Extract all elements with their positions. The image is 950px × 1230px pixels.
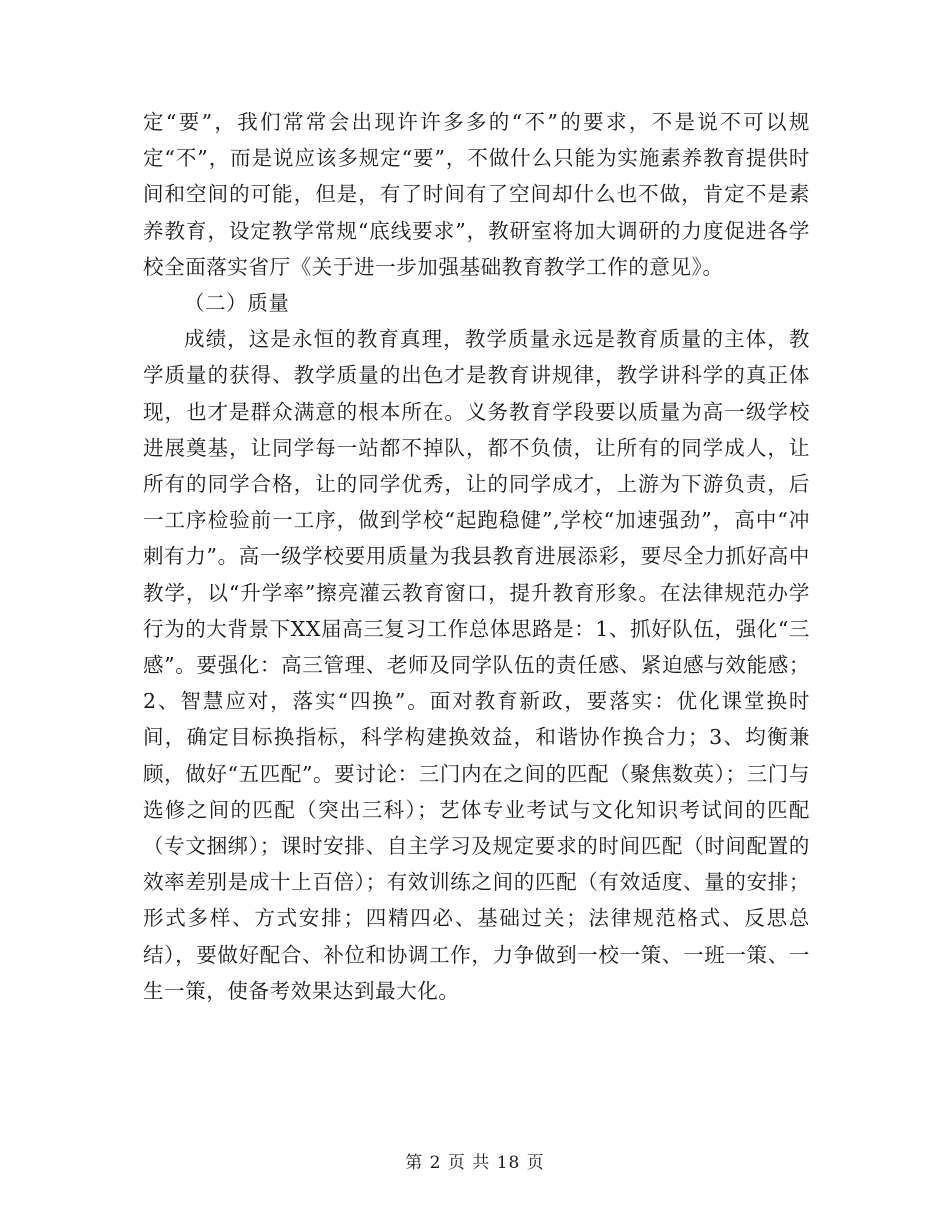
document-body [143, 104, 810, 1009]
section-heading-quality: （二）质量 [184, 291, 290, 316]
page-footer: 第 2 页 共 18 页 [405, 1153, 545, 1173]
paragraph-continuation: 定“要”，我们常常会出现许许多多的“不”的要求，不是说不可以规定“不”，而是说应该多规定“要”，不做什么只能为实施素养教育提供时间和空间的可能，但是，有了时间有了空间却什么也不做，肯定不是素养教育，设定教学常规“底线要求”，教研室将加大调研的力度促进各学校全面落实省厅《关于进一步加强基础教育教学工作的意见》。 [143, 110, 810, 279]
paragraph-quality: 成绩，这是永恒的教育真理，教学质量永远是教育质量的主体，教学质量的获得、教学质量的出色才是教育讲规律，教学讲科学的真正体现，也才是群众满意的根本所在。义务教育学段要以质量为高一级学校进展奠基，让同学每一站都不掉队，都不负债，让所有的同学成人，让所有的同学合格，让的同学优秀，让的同学成才，上游为下游负责，后一工序检验前一工序，做到学校“起跑稳健”,学校“加速强劲”，高中“冲刺有力”。高一级学校要用质量为我县教育进展添彩，要尽全力抓好高中教学，以“升学率”擦亮灌云教育窗口，提升教育形象。在法律规范办学行为的大背景下XX届高三复习工作总体思路是：1、抓好队伍，强化“三感”。要强化：高三管理、老师及同学队伍的责任感、紧迫感与效能感；2、智慧应对，落实“四换”。面对教育新政，要落实：优化课堂换时间，确定目标换指标，科学构建换效益，和谐协作换合力；3、均衡兼顾，做好“五匹配”。要讨论：三门内在之间的匹配（聚焦数英）；三门与选修之间的匹配（突出三科）；艺体专业考试与文化知识考试间的匹配（专文捆绑）；课时安排、自主学习及规定要求的时间匹配（时间配置的效率差别是成十上百倍）；有效训练之间的匹配（有效适度、量的安排；形式多样、方式安排；四精四必、基础过关；法律规范格式、反思总结），要做好配合、补位和协调工作，力争做到一校一策、一班一策、一生一策，使备考效果达到最大化。 [143, 327, 811, 1003]
